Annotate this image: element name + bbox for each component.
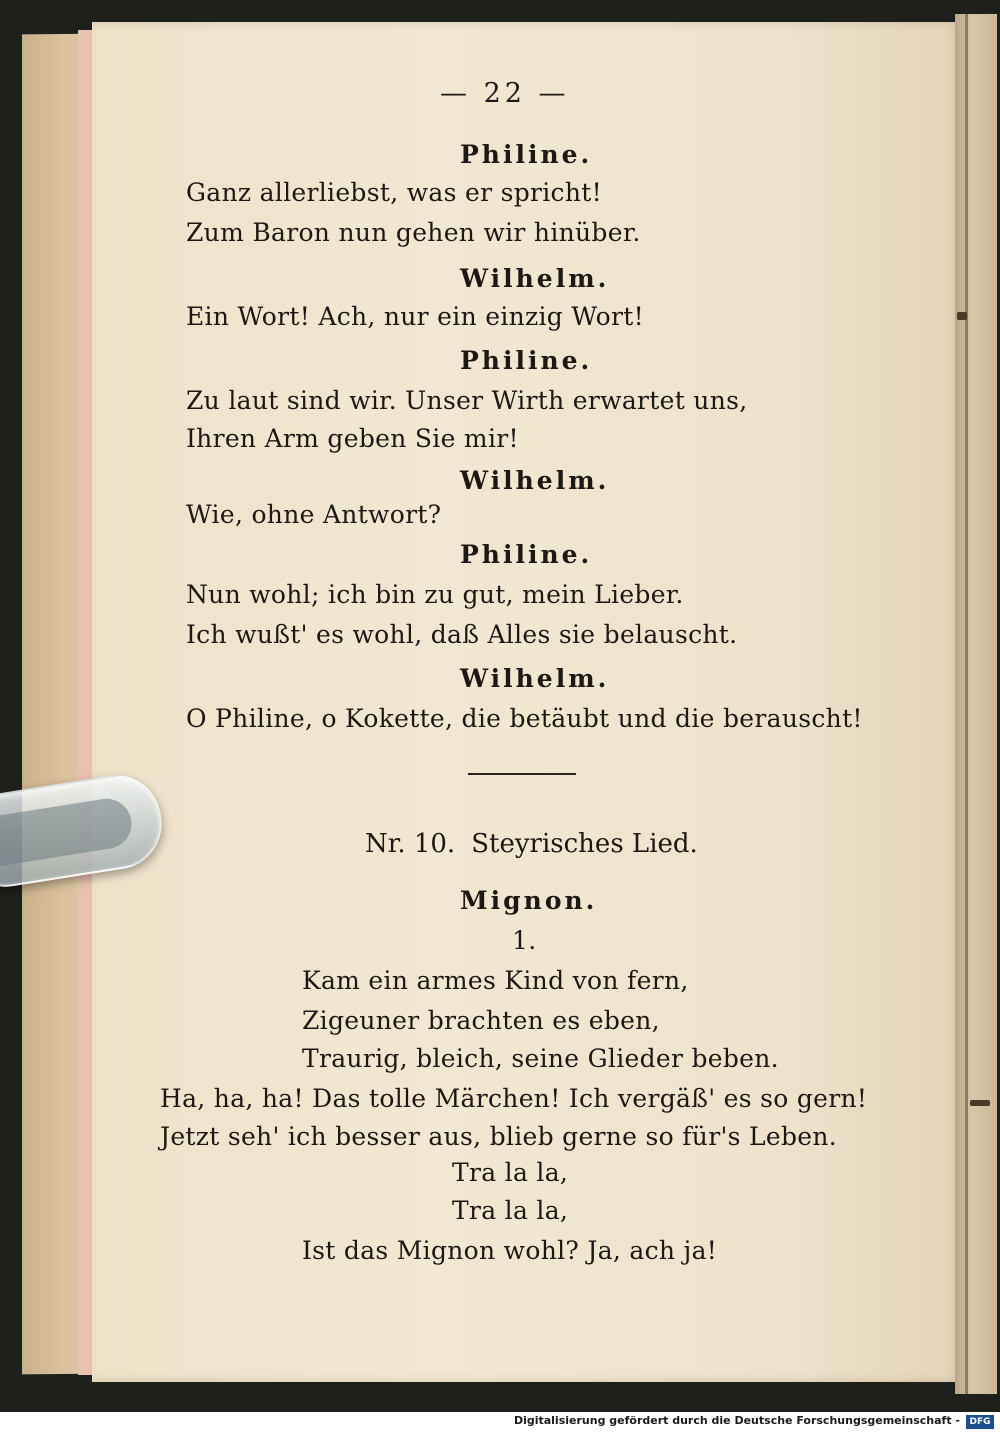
- verse-line: Ein Wort! Ach, nur ein einzig Wort!: [186, 302, 644, 331]
- stanza-number: 1.: [512, 926, 537, 955]
- speaker-heading: Wilhelm.: [460, 466, 610, 495]
- verse-line: Ihren Arm geben Sie mir!: [186, 424, 519, 453]
- speaker-heading: Philine.: [460, 346, 593, 375]
- verse-line: Zigeuner brachten es eben,: [302, 1006, 660, 1035]
- verse-line: Nun wohl; ich bin zu gut, mein Lieber.: [186, 580, 684, 609]
- verse-line: Kam ein armes Kind von fern,: [302, 966, 689, 995]
- verse-line: Traurig, bleich, seine Glieder beben.: [302, 1044, 779, 1073]
- verse-line: Ich wußt' es wohl, daß Alles sie belauscht.: [186, 620, 738, 649]
- footer-bar: [0, 1412, 1000, 1432]
- funding-credit: Digitalisierung gefördert durch die Deutsche Forschungsgemeinschaft -: [513, 1414, 960, 1427]
- verse-line: Ha, ha, ha! Das tolle Märchen! Ich vergäß' es so gern!: [160, 1084, 868, 1113]
- verse-line: Wie, ohne Antwort?: [186, 500, 442, 529]
- verse-line: Zum Baron nun gehen wir hinüber.: [186, 218, 641, 247]
- verse-line: Tra la la,: [452, 1158, 569, 1187]
- song-speaker: Mignon.: [460, 886, 598, 915]
- verse-line: Jetzt seh' ich besser aus, blieb gerne so für's Leben.: [160, 1122, 838, 1151]
- song-heading: [365, 829, 698, 859]
- speaker-heading: Wilhelm.: [460, 664, 610, 693]
- verse-line: Ist das Mignon wohl? Ja, ach ja!: [302, 1236, 718, 1265]
- verse-line: Tra la la,: [452, 1196, 569, 1225]
- speaker-heading: Philine.: [460, 540, 593, 569]
- song-number: Nr. 10.: [365, 829, 456, 859]
- speaker-heading: Wilhelm.: [460, 264, 610, 293]
- dfg-logo: DFG: [966, 1415, 994, 1429]
- verse-line: O Philine, o Kokette, die betäubt und die berauscht!: [186, 704, 863, 733]
- speaker-heading: Philine.: [460, 140, 593, 169]
- verse-line: Zu laut sind wir. Unser Wirth erwartet uns,: [186, 386, 748, 415]
- song-title: Steyrisches Lied.: [471, 829, 698, 859]
- page-number: — 22 —: [440, 78, 570, 109]
- section-divider: [468, 773, 576, 775]
- verse-line: Ganz allerliebst, was er spricht!: [186, 178, 602, 207]
